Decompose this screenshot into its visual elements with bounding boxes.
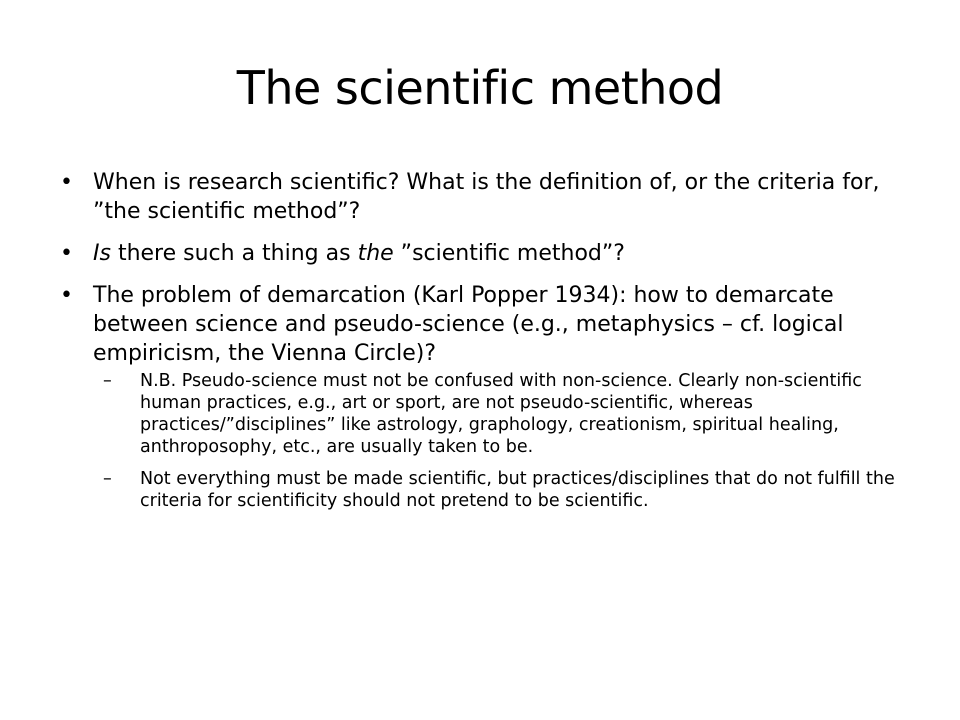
- bullet-item-1: [60, 168, 920, 226]
- sub-bullet-item-1: [93, 370, 920, 458]
- sub-bullet-marker: –: [103, 469, 112, 489]
- sub-bullet-text: Not everything must be made scientific, but practices/disciplines that do not fulfill the criteria for scientificity should not pretend to be scientific.: [140, 469, 895, 511]
- sub-bullet-item-2: [93, 468, 920, 512]
- bullet-text: ”scientific method”?: [393, 241, 625, 266]
- sub-bullet-list: [93, 370, 920, 512]
- sub-bullet-marker: –: [103, 371, 112, 391]
- bullet-italic-text: the: [357, 241, 394, 266]
- slide-title: The scientific method: [236, 61, 724, 115]
- bullet-marker: •: [60, 241, 73, 266]
- bullet-marker: •: [60, 170, 73, 195]
- bullet-list: [60, 168, 920, 525]
- bullet-item-2: [60, 239, 920, 268]
- bullet-marker: •: [60, 283, 73, 308]
- bullet-item-3: [60, 281, 920, 512]
- bullet-text: The problem of demarcation (Karl Popper 1934): how to demarcate between science and pseudo-science (e.g., metaphysics – cf. logical empiricism, the Vienna Circle)?: [93, 283, 844, 366]
- bullet-text: When is research scientific? What is the definition of, or the criteria for, ”the scientific method”?: [93, 170, 880, 224]
- sub-bullet-text: N.B. Pseudo-science must not be confused with non-science. Clearly non-scientific human practices, e.g., art or sport, are not pseudo-scientific, whereas practices/”disciplines” like astrology, graphology, creationism, spiritual healing, anthroposophy, etc., are usually taken to be.: [140, 371, 862, 457]
- bullet-italic-text: Is: [93, 241, 111, 266]
- bullet-text: there such a thing as: [110, 241, 358, 266]
